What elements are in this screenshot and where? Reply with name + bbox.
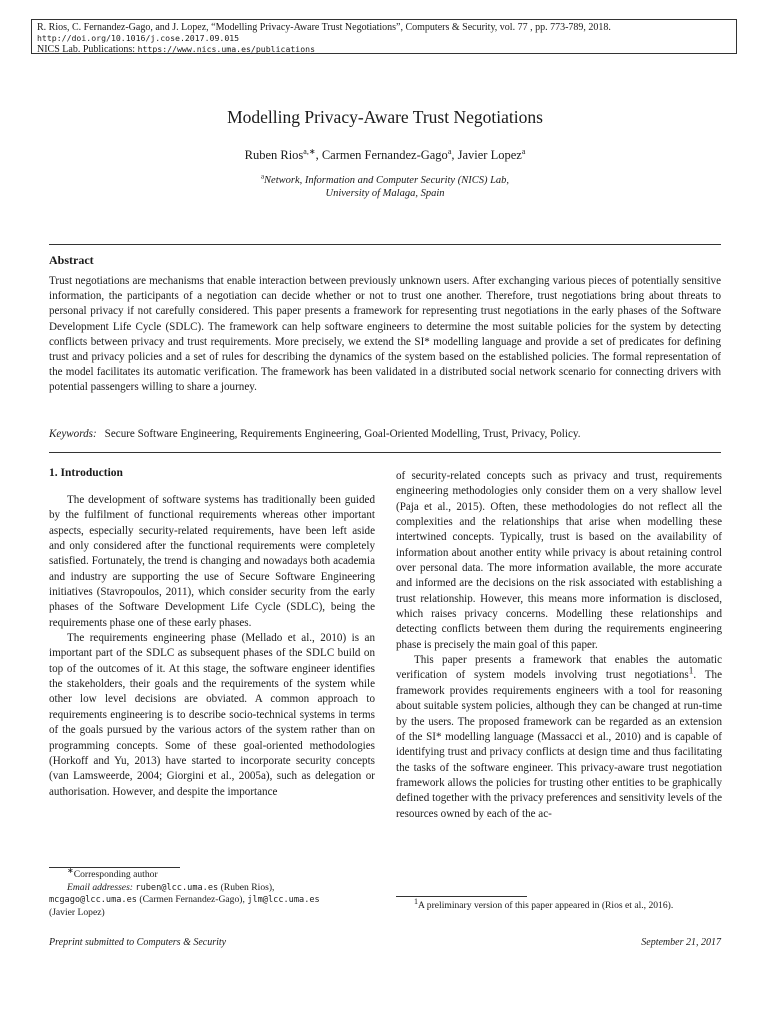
author-affiliation-mark: a xyxy=(447,146,452,156)
author-name: Carmen Fernandez-Gago xyxy=(321,148,448,162)
lab-url-link[interactable]: https://www.nics.uma.es/publications xyxy=(137,44,316,54)
paragraph: The requirements engineering phase (Mellado et al., 2010) is an important part of the SDLC as subsequent phases of the SDLC build on top of the outcomes of it. At this stage, the software engineer identifies the stakeholders, their goals and the requirements of the system while other low level decisions are obviated. A common approach to requirements engineering is to describe socio-technical systems in terms of the goals pursued by the various actors of the system rather than on programming concepts. Some of these goal-oriented methodologies (Horkoff and Yu, 2013) have started to incorporate security concepts (van Lamsweerde, 2004; Giorgini et al., 2005a), such as delegation or authorisation. However, and despite the importance xyxy=(49,632,375,798)
keywords-label: Keywords: xyxy=(49,428,97,440)
footnote-text: A preliminary version of this paper appeared in (Rios et al., 2016). xyxy=(418,900,674,911)
author-affiliation-mark: a xyxy=(521,146,526,156)
footer-date: September 21, 2017 xyxy=(641,937,721,948)
affiliation-line: Network, Information and Computer Security (NICS) Lab, xyxy=(264,175,510,186)
doi-link[interactable]: http://doi.org/10.1016/j.cose.2017.09.015 xyxy=(37,33,240,43)
email-link[interactable]: ruben@lcc.uma.es xyxy=(135,882,219,893)
footnote-preliminary xyxy=(396,896,722,913)
email-owner: (Javier Lopez) xyxy=(49,906,105,918)
citation-text: R. Rios, C. Fernandez-Gago, and J. Lopez, “Modelling Privacy-Aware Trust Negotiations”, Computers & Security, vol. 77 , pp. 773-789, 2018. xyxy=(37,22,611,33)
email-owner: (Carmen Fernandez-Gago), xyxy=(139,894,245,905)
email-label: Email addresses: xyxy=(67,881,133,893)
author-affiliation-mark: a,∗ xyxy=(303,146,316,156)
author-name: Ruben Rios xyxy=(244,148,304,162)
keywords xyxy=(49,428,721,440)
footnote-corresponding xyxy=(49,865,375,919)
paper-title: Modelling Privacy-Aware Trust Negotiations xyxy=(227,107,543,127)
email-link[interactable]: mcgago@lcc.uma.es xyxy=(49,895,137,905)
paragraph: of security-related concepts such as privacy and trust, requirements engineering methodologies only consider them on a very shallow level (Paja et al., 2015). Often, these methodologies do not reflect all the complexities and the relationships that arise when modelling these intertwined concepts. Typically, trust is based on the availability of information about another entity while privacy is about retaining control over personal data. The more information available, the more accurate and informed are the decisions on the risk associated with establishing a trust relationship. However, this means more information is disclosed, which raises privacy concerns. Modelling these relationships and detecting conflicts between them during the requirements engineering phase is precisely the main goal of this paper. xyxy=(396,470,722,651)
right-column xyxy=(396,469,722,822)
affiliation-line: University of Malaga, Spain xyxy=(325,188,445,199)
email-link[interactable]: jlm@lcc.uma.es xyxy=(247,895,320,905)
lab-publications xyxy=(37,44,731,55)
footnote-text: Corresponding author xyxy=(73,869,158,880)
paragraph xyxy=(396,653,722,822)
paragraph-text: This paper presents a framework that enables the automatic verification of system models involving trust negotiations xyxy=(396,654,722,682)
abstract-heading: Abstract xyxy=(49,253,94,267)
keywords-text: Secure Software Engineering, Requirements Engineering, Goal-Oriented Modelling, Trust, Privacy, Policy. xyxy=(104,428,581,440)
left-column xyxy=(49,493,375,800)
divider xyxy=(49,244,721,245)
footnote-mark: ∗ xyxy=(67,865,74,875)
paragraph: The development of software systems has traditionally been guided by the fulfilment of functional requirements whereas other important aspects, especially security-related requirements, have been left aside and only considered after the functional requirements were completely satisfied. Fortunately, the trend is changing and nowadays both academia and industry are supporting the use of Secure Software Engineering initiatives (Stavropoulos, 2011), which consider security from the early phases of the Software Development Life Cycle (SDLC), being the requirements phase one of these early phases. xyxy=(49,494,375,629)
affiliation xyxy=(0,174,770,200)
footnote-mark: 1 xyxy=(414,896,418,906)
author-name: Javier Lopez xyxy=(457,148,522,162)
affiliation-mark: a xyxy=(260,172,265,181)
divider xyxy=(49,452,721,453)
lab-label: NICS Lab. Publications: xyxy=(37,44,136,55)
email-owner: (Ruben Rios), xyxy=(220,881,275,893)
footnote-reference[interactable]: 1 xyxy=(688,666,694,677)
paragraph-text: . The framework provides requirements engineers with a tool for reasoning about suitable system policies, although they can be changed at run-time by the users. The proposed framework can be regarded as an extension of the SI* modelling language (Massacci et al., 2010) and is capable of identifying trust and privacy conflicts at design time and thus facilitating the tasks of the software engineer. This privacy-aware trust negotiation framework allows the policies for trusting other entities to be graphically defined together with the privacy preferences and sensitivity levels of the resources owned by each of the ac- xyxy=(396,669,722,820)
footer-journal: Preprint submitted to Computers & Security xyxy=(49,937,227,948)
abstract-text: Trust negotiations are mechanisms that enable interaction between previously unknown users. After exchanging various pieces of potentially sensitive information, the participants of a negotiation can decide whether or not to trust one another. Therefore, trust negotiations bring about threats to personal privacy if not carefully considered. This paper presents a framework for representing trust negotiations in the early phases of the Software Development Life Cycle (SDLC). The framework can help software engineers to determine the most suitable policies for the system by detecting conflicts between privacy and trust requirements. More precisely, we extend the SI* modelling language and provide a set of predicates for defining trust and privacy policies and a set of rules for describing the dynamics of the system based on the established policies. The formal representation of the model facilitates its automatic verification. The framework has been validated in a distributed social network scenario for connecting drivers with potential passengers willing to share a journey. xyxy=(49,275,721,394)
author-list: Ruben Rios$^{a,∗}$, Carmen Fernandez-Gago$^a$, Javier Lopez$^a$ xyxy=(244,146,526,162)
citation-header xyxy=(31,19,737,54)
section-heading: 1. Introduction xyxy=(49,467,123,479)
